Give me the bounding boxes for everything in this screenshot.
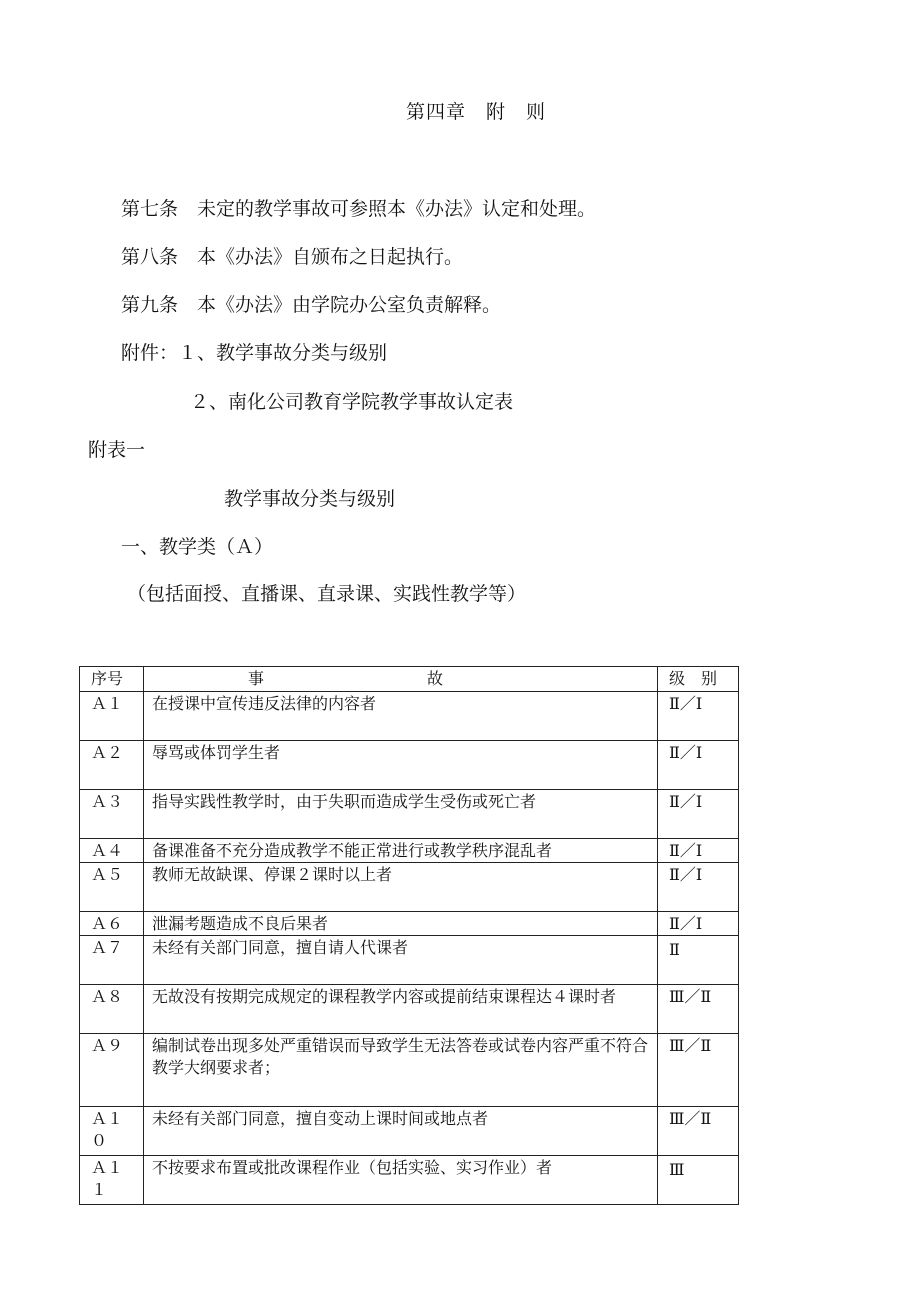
- header-event-left: 事: [248, 669, 265, 688]
- row-level: Ⅱ／Ⅰ: [658, 912, 739, 936]
- row-code: Ａ７: [80, 936, 144, 985]
- row-level: Ⅱ／Ⅰ: [658, 741, 739, 790]
- article-seven: 第七条 未定的教学事故可参照本《办法》认定和处理。: [121, 198, 597, 220]
- table-row: [80, 741, 739, 790]
- table-row: [80, 985, 739, 1034]
- section-title: 一、教学类（Ａ）: [121, 536, 274, 558]
- row-event: 未经有关部门同意，擅自请人代课者: [144, 936, 658, 985]
- row-level: Ⅲ: [658, 1156, 739, 1205]
- row-level: Ⅱ: [658, 936, 739, 985]
- row-code: Ａ６: [80, 912, 144, 936]
- row-level: Ⅱ／Ⅰ: [658, 790, 739, 839]
- table-row: [80, 912, 739, 936]
- article-eight: 第八条 本《办法》自颁布之日起执行。: [121, 246, 464, 268]
- table-row: [80, 1107, 739, 1156]
- row-event: 指导实践性教学时，由于失职而造成学生受伤或死亡者: [144, 790, 658, 839]
- row-code: Ａ８: [80, 985, 144, 1034]
- row-event: 在授课中宣传违反法律的内容者: [144, 692, 658, 741]
- table-row: [80, 936, 739, 985]
- row-event: 教师无故缺课、停课２课时以上者: [144, 863, 658, 912]
- row-event: 泄漏考题造成不良后果者: [144, 912, 658, 936]
- row-code: Ａ１１: [80, 1156, 144, 1205]
- row-level: Ⅲ／Ⅱ: [658, 985, 739, 1034]
- table-row: [80, 1156, 739, 1205]
- table-row: [80, 790, 739, 839]
- header-event: [144, 667, 658, 692]
- row-code: Ａ９: [80, 1034, 144, 1107]
- row-event: 无故没有按期完成规定的课程教学内容或提前结束课程达４课时者: [144, 985, 658, 1034]
- row-level: Ⅱ／Ⅰ: [658, 692, 739, 741]
- row-event: 辱骂或体罚学生者: [144, 741, 658, 790]
- row-level: Ⅱ／Ⅰ: [658, 839, 739, 863]
- row-level: Ⅲ／Ⅱ: [658, 1107, 739, 1156]
- row-event: 备课准备不充分造成教学不能正常进行或教学秩序混乱者: [144, 839, 658, 863]
- table-row: [80, 692, 739, 741]
- row-code: Ａ４: [80, 839, 144, 863]
- row-code: Ａ１: [80, 692, 144, 741]
- attachment-item-1: 附件：１、教学事故分类与级别: [121, 342, 388, 364]
- header-event-right: 故: [426, 669, 443, 688]
- row-event: 编制试卷出现多处严重错误而导致学生无法答卷或试卷内容严重不符合教学大纲要求者；: [144, 1034, 658, 1107]
- table-row: [80, 863, 739, 912]
- table-header-row: [80, 667, 739, 692]
- row-event: 不按要求布置或批改课程作业（包括实验、实习作业）者: [144, 1156, 658, 1205]
- appendix-label: 附表一: [88, 439, 146, 461]
- table-row: [80, 839, 739, 863]
- header-no: 序号: [80, 667, 144, 692]
- section-scope: （包括面授、直播课、直录课、实践性教学等）: [127, 583, 527, 605]
- header-level: 级 别: [658, 667, 739, 692]
- row-event: 未经有关部门同意，擅自变动上课时间或地点者: [144, 1107, 658, 1156]
- row-code: Ａ１０: [80, 1107, 144, 1156]
- table-title: 教学事故分类与级别: [224, 488, 396, 510]
- row-code: Ａ５: [80, 863, 144, 912]
- article-nine: 第九条 本《办法》由学院办公室负责解释。: [121, 294, 502, 316]
- accident-table: [79, 666, 739, 1205]
- row-code: Ａ２: [80, 741, 144, 790]
- attachment-item-2: ２、南化公司教育学院教学事故认定表: [190, 391, 514, 413]
- row-code: Ａ３: [80, 790, 144, 839]
- row-level: Ⅱ／Ⅰ: [658, 863, 739, 912]
- table-row: [80, 1034, 739, 1107]
- chapter-title: 第四章 附 则: [405, 101, 546, 123]
- row-level: Ⅲ／Ⅱ: [658, 1034, 739, 1107]
